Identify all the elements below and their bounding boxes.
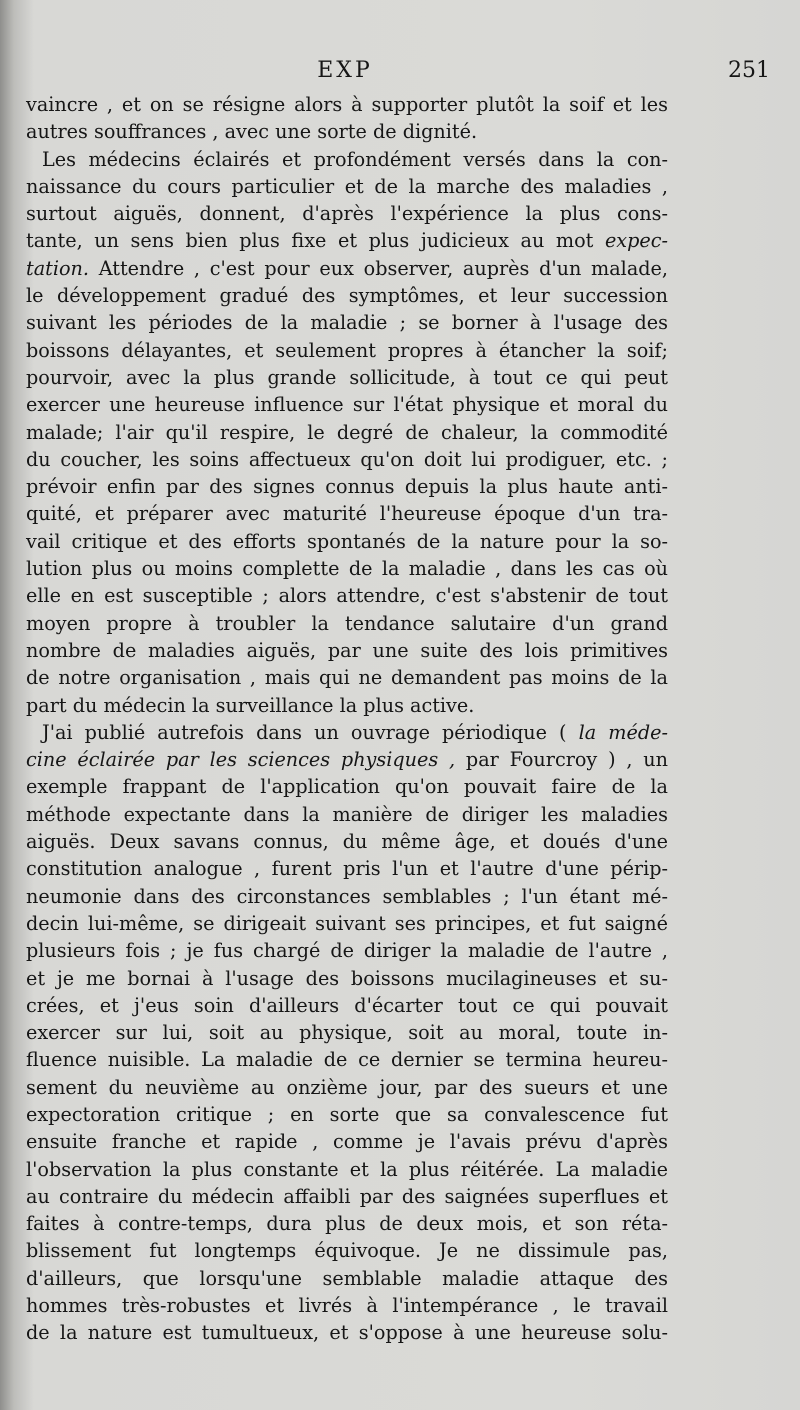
text-line (26, 719, 668, 746)
line-text: aiguës. Deux savans connus, du même âge, et doués d'une (26, 830, 668, 854)
line-text: Attendre , c'est pour eux observer, auprès d'un malade, (89, 256, 668, 280)
line-text: autres souffrances , avec une sorte de dignité. (26, 120, 478, 144)
line-text: sement du neuvième au onzième jour, par des sueurs et une (26, 1075, 668, 1099)
text-line (26, 446, 668, 473)
line-text: pourvoir, avec la plus grande sollicitude, à tout ce qui peut (26, 365, 668, 389)
line-text: par Fourcroy ) , un (455, 748, 668, 772)
line-text: blissement fut longtemps équivoque. Je ne dissimule pas, (26, 1239, 668, 1263)
text-line (26, 337, 668, 364)
text-line (26, 391, 668, 418)
text-line (26, 1237, 668, 1264)
line-text: nombre de maladies aiguës, par une suite des lois primitives (26, 638, 668, 662)
line-text: exercer une heureuse influence sur l'état physique et moral du (26, 393, 668, 417)
line-text: neumonie dans des circonstances semblables ; l'un étant mé- (26, 884, 668, 908)
page-header (20, 58, 770, 88)
line-text: decin lui-même, se dirigeait suivant ses principes, et fut saigné (26, 911, 668, 935)
line-text: d'ailleurs, que lorsqu'une semblable maladie attaque des (26, 1266, 668, 1290)
line-text: tante, un sens bien plus fixe et plus judicieux au mot (26, 229, 605, 253)
line-text: crées, et j'eus soin d'ailleurs d'écarter tout ce qui pouvait (26, 993, 668, 1017)
text-line (26, 692, 668, 719)
line-text: elle en est susceptible ; alors attendre, c'est s'abstenir de tout (26, 584, 668, 608)
text-line (26, 1156, 668, 1183)
text-line (26, 855, 668, 882)
text-line (26, 500, 668, 527)
text-line (26, 937, 668, 964)
page-number: 251 (728, 58, 770, 83)
line-text: le développement gradué des symptômes, et leur succession (26, 284, 668, 308)
text-line (26, 1265, 668, 1292)
line-text: naissance du cours particulier et de la marche des maladies , (26, 174, 668, 198)
line-text: expectoration critique ; en sorte que sa convalescence fut (26, 1102, 668, 1126)
text-line (26, 801, 668, 828)
text-line (26, 828, 668, 855)
text-line (26, 1319, 668, 1346)
line-text: J'ai publié autrefois dans un ouvrage périodique ( (42, 720, 579, 744)
text-line (26, 582, 668, 609)
line-text: vail critique et des efforts spontanés de la nature pour la so- (26, 529, 668, 553)
text-line (26, 173, 668, 200)
text-line (26, 664, 668, 691)
running-head: EXP (317, 58, 373, 83)
line-text: vaincre , et on se résigne alors à supporter plutôt la soif et les (26, 93, 668, 116)
text-line (26, 1128, 668, 1155)
text-line (26, 200, 668, 227)
line-text: part du médecin la surveillance la plus active. (26, 693, 475, 717)
text-line (26, 227, 668, 254)
text-line (26, 118, 668, 145)
line-text: moyen propre à troubler la tendance salutaire d'un grand (26, 611, 668, 635)
line-text: de la nature est tumultueux, et s'oppose à une heureuse solu- (26, 1321, 668, 1345)
text-line (26, 746, 668, 773)
line-text: hommes très-robustes et livrés à l'intempérance , le travail (26, 1294, 668, 1318)
line-text: surtout aiguës, donnent, d'après l'expérience la plus cons- (26, 202, 668, 226)
line-text: plusieurs fois ; je fus chargé de diriger la maladie de l'autre , (26, 939, 668, 963)
text-line (26, 992, 668, 1019)
text-line (26, 610, 668, 637)
body-text (26, 91, 668, 1347)
line-text: quité, et préparer avec maturité l'heureuse époque d'un tra- (26, 502, 668, 526)
text-line (26, 1046, 668, 1073)
text-line (26, 1183, 668, 1210)
text-line (26, 364, 668, 391)
text-line (26, 1210, 668, 1237)
line-text: prévoir enfin par des signes connus depuis la plus haute anti- (26, 475, 668, 499)
italic-text: tation. (26, 256, 90, 280)
text-line (26, 146, 668, 173)
italic-text: la méde- (578, 720, 668, 744)
line-text: exercer sur lui, soit au physique, soit au moral, toute in- (26, 1021, 668, 1045)
text-line (26, 528, 668, 555)
line-text: suivant les périodes de la maladie ; se borner à l'usage des (26, 311, 668, 335)
line-text: de notre organisation , mais qui ne demandent pas moins de la (26, 666, 668, 690)
italic-text: cine éclairée par les sciences physiques , (26, 748, 456, 772)
text-line (26, 637, 668, 664)
text-line (26, 1292, 668, 1319)
text-line (26, 883, 668, 910)
line-text: Les médecins éclairés et profondément versés dans la con- (42, 147, 668, 171)
line-text: faites à contre-temps, dura plus de deux mois, et son réta- (26, 1212, 668, 1236)
text-line (26, 309, 668, 336)
line-text: l'observation la plus constante et la plus réitérée. La maladie (26, 1157, 668, 1181)
line-text: méthode expectante dans la manière de diriger les maladies (26, 802, 668, 826)
text-line (26, 419, 668, 446)
text-line (26, 1101, 668, 1128)
text-line (26, 473, 668, 500)
line-text: boissons délayantes, et seulement propres à étancher la soif; (26, 338, 668, 362)
text-line (26, 773, 668, 800)
text-line (26, 255, 668, 282)
text-line (26, 555, 668, 582)
line-text: au contraire du médecin affaibli par des saignées superflues et (26, 1184, 668, 1208)
line-text: ensuite franche et rapide , comme je l'avais prévu d'après (26, 1130, 668, 1154)
text-line (26, 1074, 668, 1101)
line-text: fluence nuisible. La maladie de ce dernier se termina heureu- (26, 1048, 668, 1072)
line-text: du coucher, les soins affectueux qu'on doit lui prodiguer, etc. ; (26, 447, 668, 471)
text-line (26, 965, 668, 992)
italic-text: expec- (604, 229, 668, 253)
text-line (26, 91, 668, 118)
text-line (26, 910, 668, 937)
line-text: et je me bornai à l'usage des boissons mucilagineuses et su- (26, 966, 668, 990)
line-text: constitution analogue , furent pris l'un et l'autre d'une périp- (26, 857, 668, 881)
line-text: lution plus ou moins complette de la maladie , dans les cas où (26, 557, 668, 581)
line-text: exemple frappant de l'application qu'on pouvait faire de la (26, 775, 668, 799)
line-text: malade; l'air qu'il respire, le degré de chaleur, la commodité (26, 420, 668, 444)
text-line (26, 1019, 668, 1046)
text-line (26, 282, 668, 309)
